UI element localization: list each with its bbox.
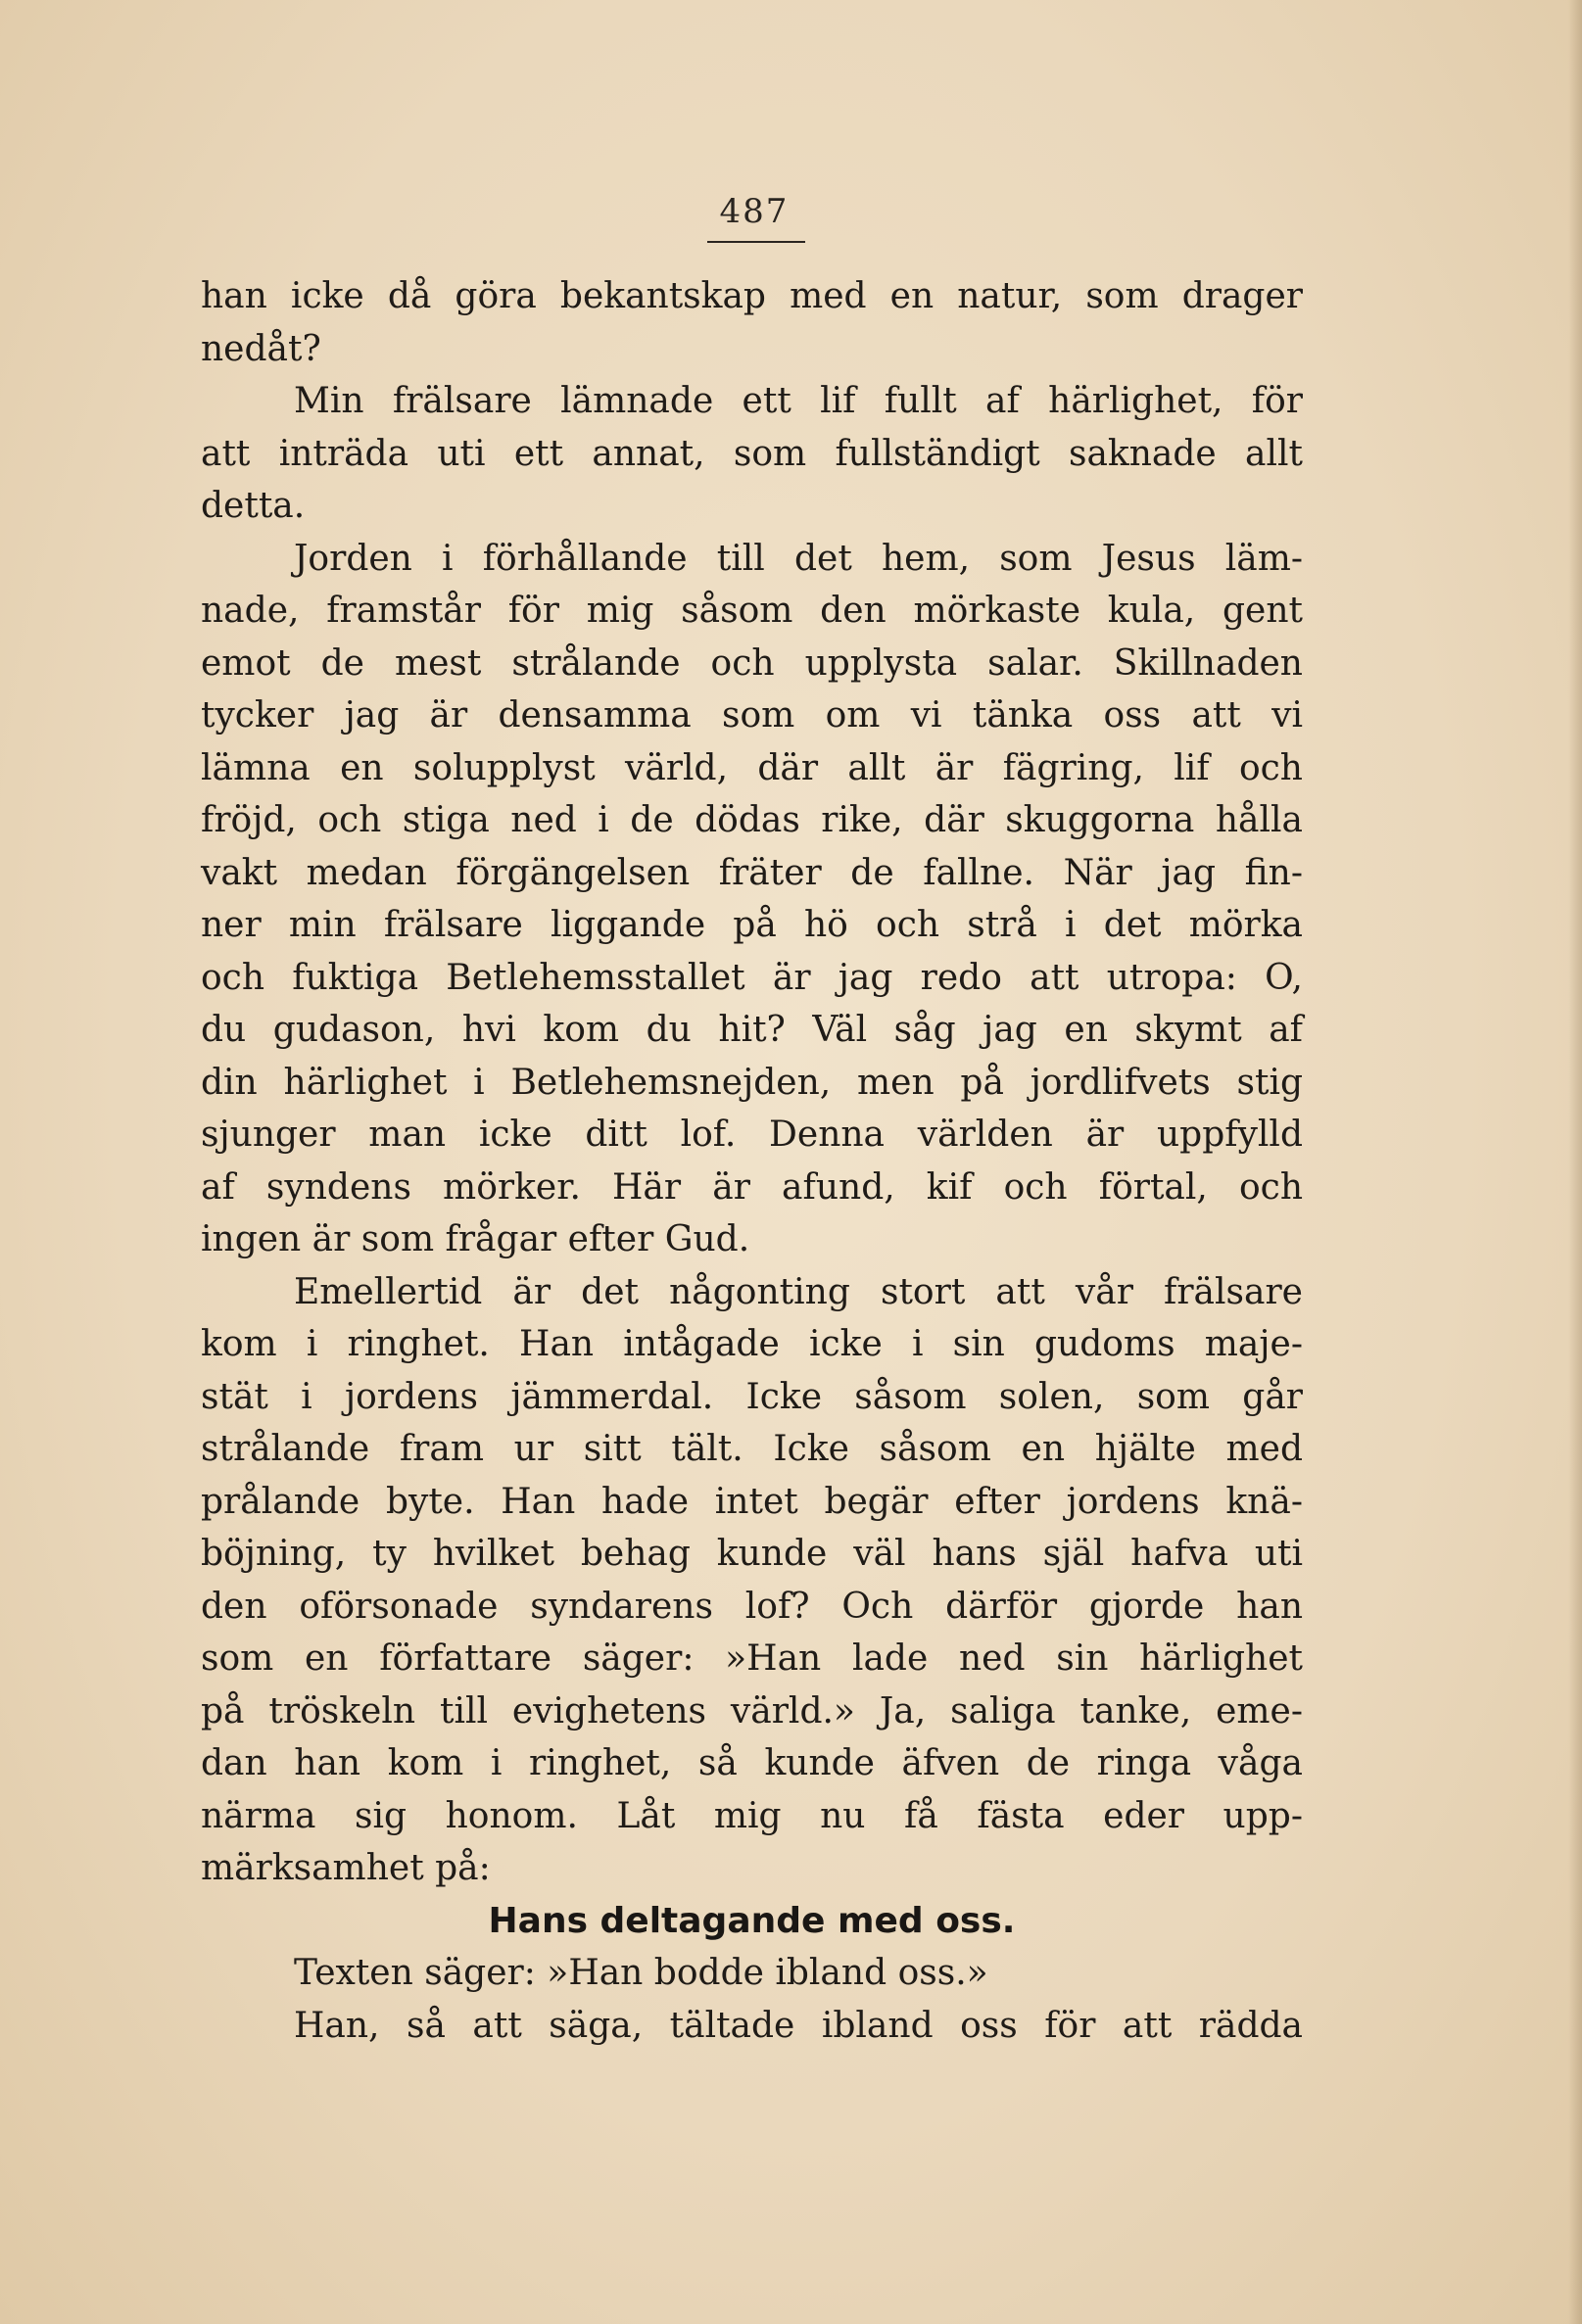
text-line: böjning, ty hvilket behag kunde väl hans själ hafva uti [201,1534,1303,1574]
text-line: tycker jag är densamma som om vi tänka oss att vi [201,695,1303,735]
text-line: strålande fram ur sitt tält. Icke såsom en hjälte med [201,1429,1303,1469]
text-line: som en författare säger: »Han lade ned sin härlighet [201,1638,1303,1679]
text-line: Texten säger: »Han bodde ibland oss.» [294,1953,988,1993]
page-edge-shadow [1568,0,1582,2324]
text-line: Emellertid är det någonting stort att vår frälsare [294,1271,1303,1312]
text-line: och fuktiga Betlehemsstallet är jag redo att utropa: O, [201,957,1303,998]
text-line: lämna en solupplyst värld, där allt är fägring, lif och [201,747,1303,788]
text-line: nedåt? [201,328,321,369]
text-line: prålande byte. Han hade intet begär efter jordens knä- [201,1481,1303,1522]
page-number: 487 [719,192,790,231]
text-line: på tröskeln till evighetens värld.» Ja, saliga tanke, eme- [201,1690,1303,1731]
page-number-underline [707,241,805,243]
text-line: Min frälsare lämnade ett lif fullt af härlighet, för [294,381,1303,421]
text-line: ingen är som frågar efter Gud. [201,1219,750,1259]
text-line: kom i ringhet. Han intågade icke i sin gudoms maje- [201,1324,1303,1364]
text-line: sjunger man icke ditt lof. Denna världen är uppfylld [201,1115,1303,1155]
body-text [201,270,1303,2052]
text-line: Han, så att säga, tältade ibland oss för att rädda [294,2005,1303,2046]
text-line: han icke då göra bekantskap med en natur, som drager [201,276,1303,316]
text-line: den oförsonade syndarens lof? Och därför gjorde han [201,1586,1303,1627]
text-line: att inträda uti ett annat, som fullständigt saknade allt [201,433,1303,474]
text-line: dan han kom i ringhet, så kunde äfven de ringa våga [201,1743,1303,1783]
text-line: detta. [201,486,306,526]
section-heading: Hans deltagande med oss. [488,1900,1016,1941]
text-line: närma sig honom. Låt mig nu få fästa eder upp- [201,1795,1303,1836]
text-line: af syndens mörker. Här är afund, kif och förtal, och [201,1166,1303,1208]
text-line: din härlighet i Betlehemsnejden, men på jordlifvets stig [201,1062,1303,1103]
text-line: vakt medan förgängelsen fräter de fallne. När jag fin- [201,852,1303,893]
text-line: ner min frälsare liggande på hö och strå i det mörka [201,905,1303,945]
text-line: stät i jordens jämmerdal. Icke såsom solen, som går [201,1376,1303,1417]
text-line: emot de mest strålande och upplysta salar. Skillnaden [201,642,1303,684]
text-line: Jorden i förhållande till det hem, som Jesus läm- [294,538,1303,579]
text-line: du gudason, hvi kom du hit? Väl såg jag en skymt af [201,1010,1303,1050]
text-line: fröjd, och stiga ned i de dödas rike, där skuggorna hålla [201,800,1303,840]
text-line: märksamhet på: [201,1848,491,1888]
text-line: nade, framstår för mig såsom den mörkaste kula, gent [201,591,1303,631]
